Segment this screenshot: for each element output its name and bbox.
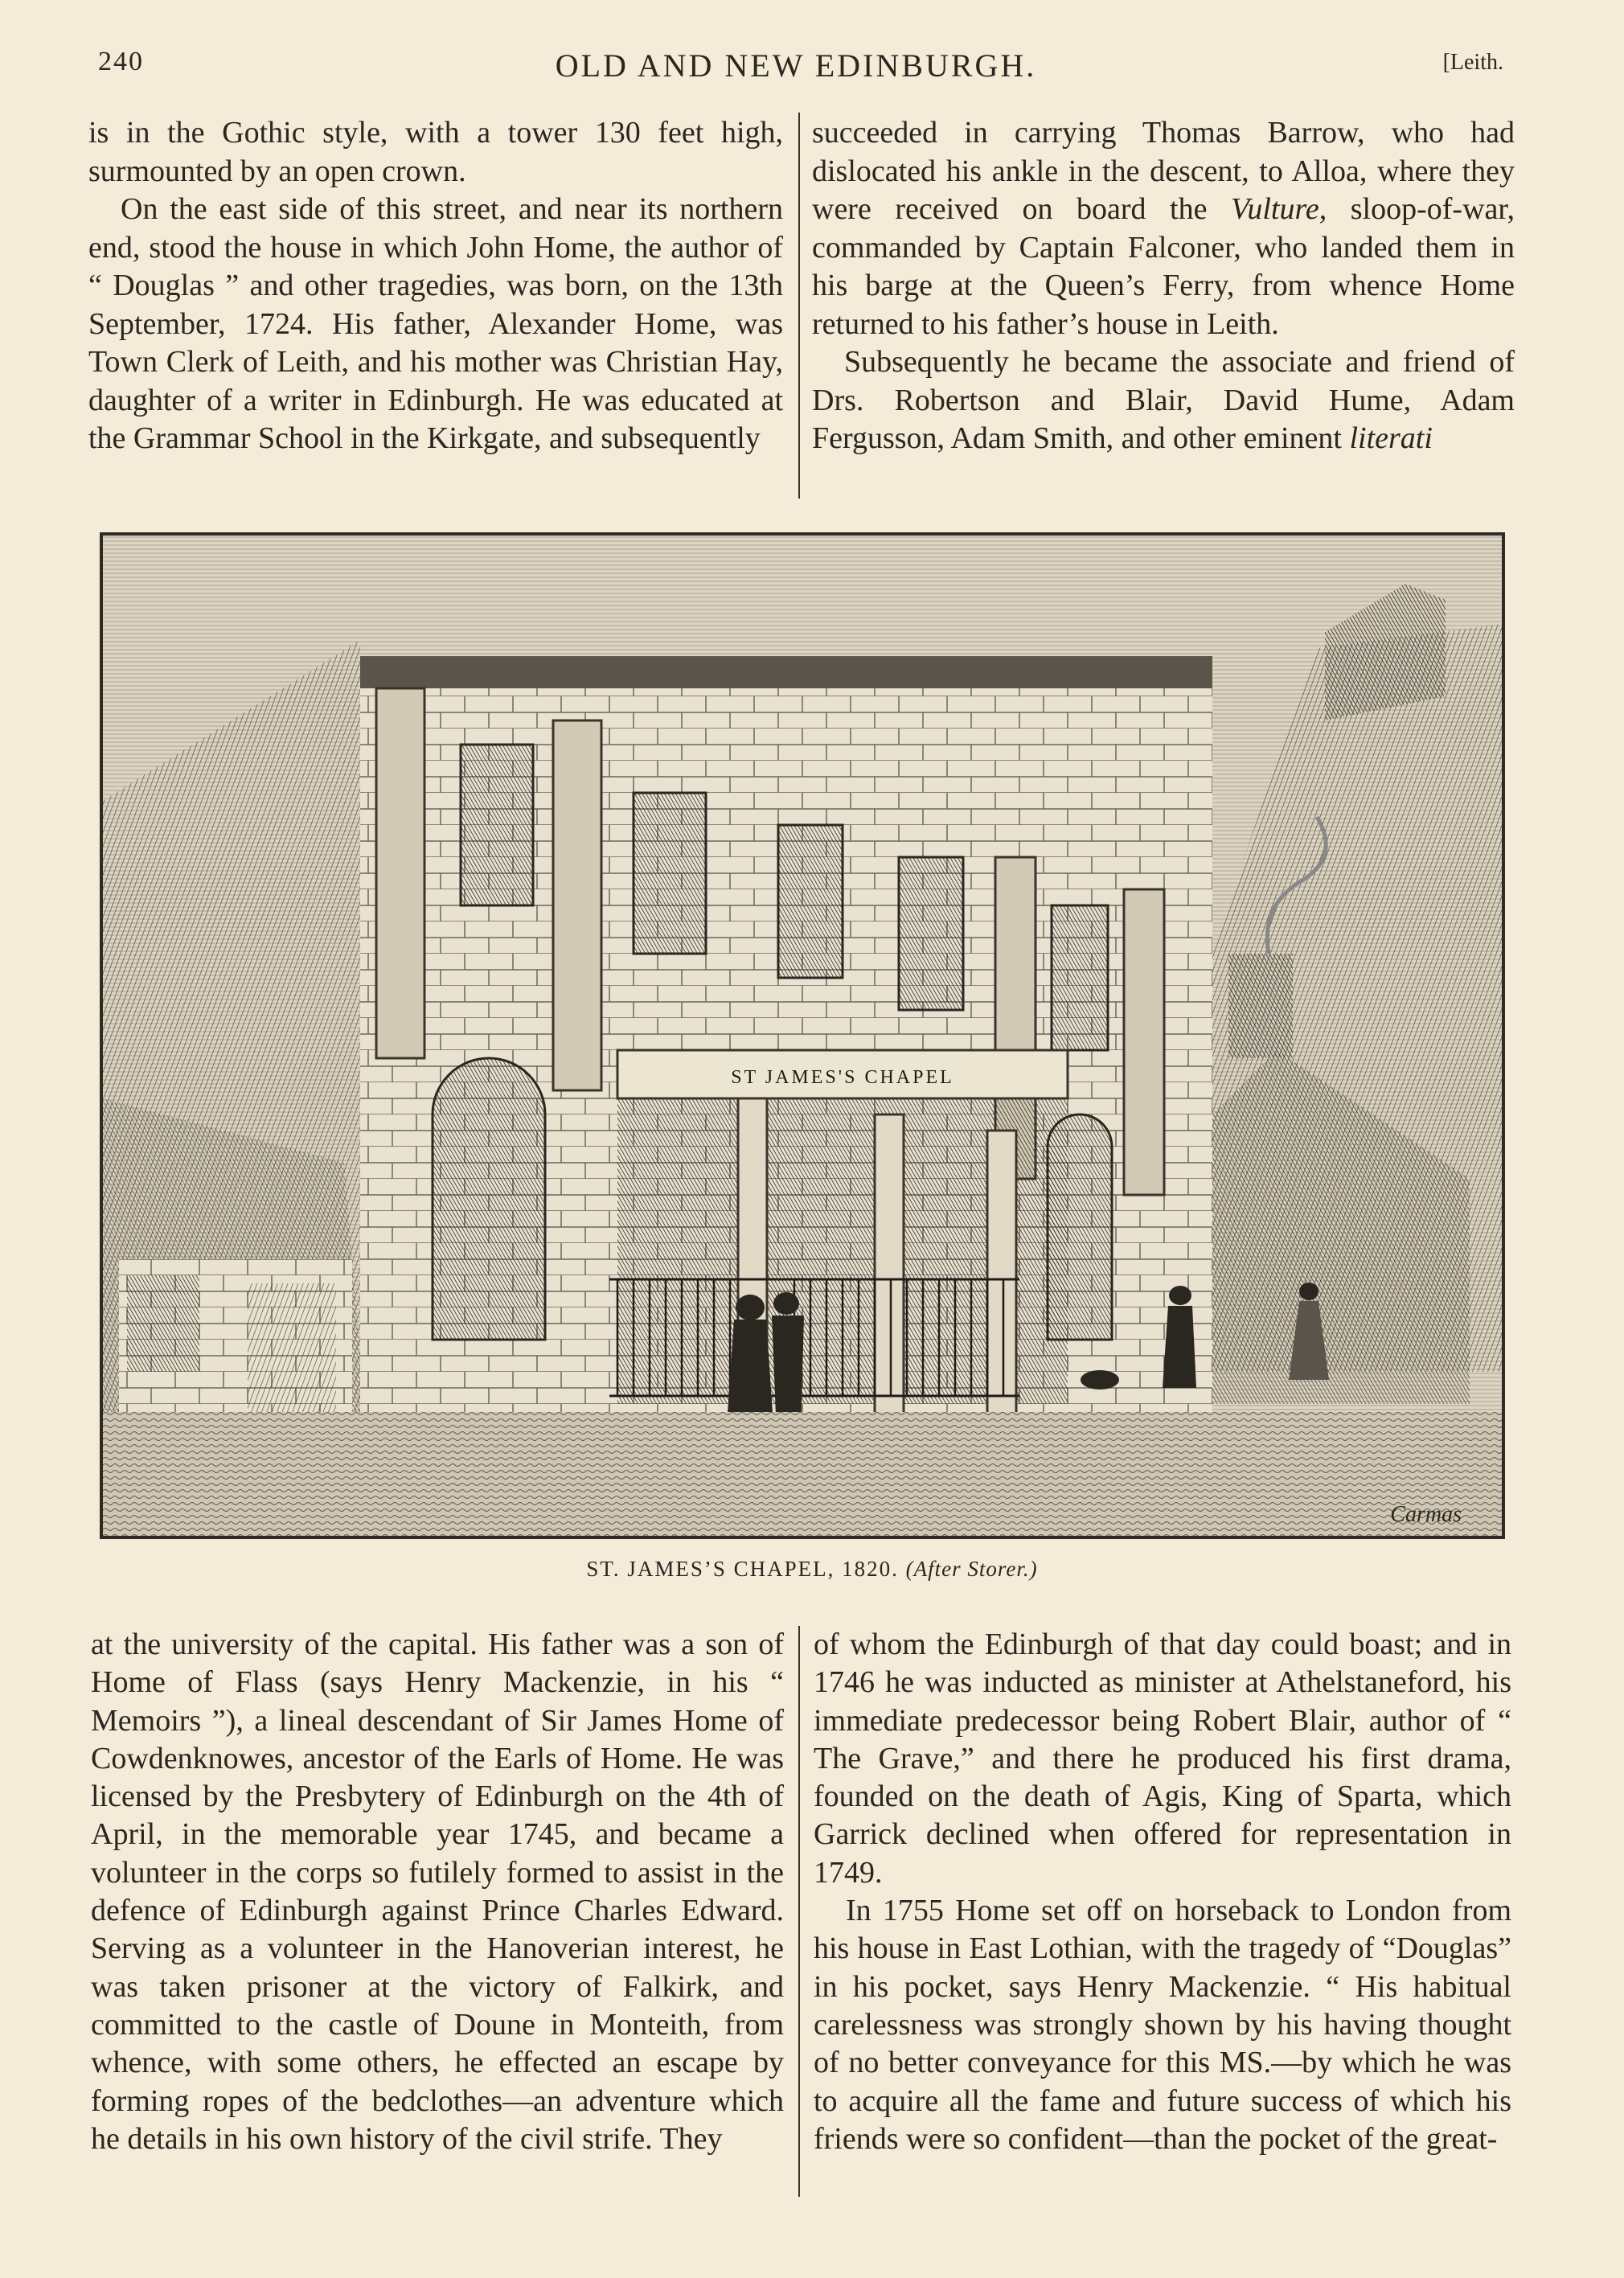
paragraph <box>812 343 1515 458</box>
bottom-left-column <box>91 1626 784 2158</box>
top-left-column <box>88 114 783 458</box>
chapel-sign: ST JAMES'S CHAPEL <box>731 1067 954 1088</box>
paragraph: In 1755 Home set off on horseback to London from his house in East Lothian, with the tragedy of “Douglas” in his pocket, says Henry Mackenzie. “ His habitual carelessness was strongly shown by his having thought of no better conveyance for this MS.—by which he was to acquire all the fame and future success of which his friends were so confident—than the pocket of the great- <box>814 1894 1511 2156</box>
column-rule <box>798 113 800 499</box>
text-run: sloop-of-war, commanded by Captain Falconer, who landed them in his barge at the Queen’s Ferry, from whence Home returned to his father’s house in Leith. <box>812 192 1515 341</box>
page-number: 240 <box>98 47 144 76</box>
top-right-column <box>812 114 1515 458</box>
column-rule <box>798 1626 800 2197</box>
ship-name: Vulture, <box>1230 192 1327 226</box>
italic-word: literati <box>1349 421 1433 455</box>
engraver-signature: Carmas <box>1390 1502 1462 1527</box>
running-title: OLD AND NEW EDINBURGH. <box>555 47 1037 84</box>
page-header <box>88 47 1503 92</box>
paragraph: of whom the Edinburgh of that day could boast; and in 1746 he was inducted as minister at Athelstaneford, his immediate predecessor being Robert Blair, author of “ The Grave,” and there he produced his first drama, founded on the death of Agis, King of Sparta, which Garrick declined when offered for representation in 1749. <box>814 1627 1511 1890</box>
section-label: [Leith. <box>1442 50 1503 75</box>
engraving-illustration <box>103 536 1502 1536</box>
figure-caption <box>0 1557 1624 1582</box>
bottom-right-column <box>814 1626 1511 2158</box>
text-run: Subsequently he became the associate and friend of Drs. Robertson and Blair, David Hume, Adam Fergusson, Adam Smith, and other eminent <box>812 345 1515 455</box>
paragraph: is in the Gothic style, with a tower 130 feet high, surmounted by an open crown. <box>88 116 783 188</box>
paragraph: On the east side of this street, and near its northern end, stood the house in which John Home, the author of “ Douglas ” and other tragedies, was born, on the 13th September, 1724. His father, Alexander Home, was Town Clerk of Leith, and his mother was Christian Hay, daughter of a writer in Edinburgh. He was educated at the Grammar School in the Kirkgate, and subsequently <box>88 192 783 455</box>
caption-title: ST. JAMES’S CHAPEL, 1820. <box>586 1557 899 1581</box>
paragraph: at the university of the capital. His father was a son of Home of Flass (says Henry Mackenzie, in his “ Memoirs ”), a lineal descendant of Sir James Home of Cowdenknowes, ancestor of the Earls of Home. He was licensed by the Presbytery of Edinburgh on the 4th of April, in the memorable year 1745, and became a volunteer in the corps so futilely formed to assist in the defence of Edinburgh against Prince Charles Edward. Serving as a volunteer in the Hanoverian interest, he was taken prisoner at the victory of Falkirk, and committed to the castle of Doune in Monteith, from whence, with some others, he effected an escape by forming ropes of the bedclothes—an adventure which he details in his own history of the civil strife. They <box>91 1627 784 2156</box>
text-run: succeeded in carrying Thomas Barrow, who had dislocated his ankle in the descent, to Alloa, where they were received on board the <box>812 116 1515 226</box>
caption-source: (After Storer.) <box>905 1557 1038 1581</box>
engraving-st-james-chapel <box>100 532 1505 1539</box>
paragraph <box>812 114 1515 343</box>
